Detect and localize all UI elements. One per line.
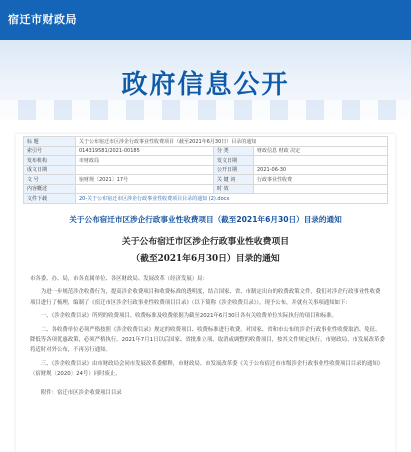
meta-row (24, 146, 388, 156)
meta-label: 成文日期 (24, 165, 76, 175)
meta-label: 标 题 (24, 137, 76, 147)
article-heading: 关于公布宿迁市区涉企行政事业性收费项目（截至2021年6月30日）目录的通知 (69, 215, 342, 224)
meta-label: 关 键 词 (214, 175, 254, 185)
meta-label: 文件下载 (24, 194, 76, 204)
meta-value-issue-date (254, 156, 388, 166)
download-link[interactable]: 20-关于公布宿迁市区涉企行政事业性收费项目目录的通知 (2).docx (76, 194, 388, 204)
meta-value-category: 财政信息 财政 决定 (254, 146, 388, 156)
paragraph: 三、《涉企收费目录》由市财政局会同市发展改革委解释，市财政局、市发展改革委《关于公布宿迁市市级涉企行政事业性收费项目目录的通知》（宿财规〔2020〕24号）同时废止。 (30, 360, 384, 378)
meta-label: 分 类 (214, 146, 254, 156)
meta-label: 内容概述 (24, 184, 76, 194)
meta-value-summary (76, 184, 214, 194)
meta-value-doc-number: 宿财规〔2021〕17号 (76, 175, 214, 185)
meta-row-download (24, 194, 388, 204)
meta-label: 时 效 (214, 184, 254, 194)
site-title[interactable]: 宿迁市财政局 (8, 13, 77, 26)
paragraph: 二、各收费单位必须严格按照《涉企收费目录》规定的收费项目、收费标准进行收费，对国家、省和市公布的涉企行政事业性收费取消、免征、降低等各项优惠政策，必须严格执行。2021年7月1日以后国家、省批准立项、取消或调整的收费项目，按其文件规定执行。市财政局、市发展改革委将适时对外公布，不再另行通知。 (30, 326, 385, 354)
meta-label: 公开日期 (214, 165, 254, 175)
banner-decoration (0, 100, 411, 120)
banner-title: 政府信息公开 (121, 70, 290, 100)
meta-label: 文 号 (24, 175, 76, 185)
meta-label: 索引号 (24, 146, 76, 156)
meta-row (24, 184, 388, 194)
document-title-line1: 关于公布宿迁市区涉企行政事业性收费项目 (121, 237, 290, 247)
article-body (30, 274, 385, 401)
document-title-line2: （截至2021年6月30日）目录的通知 (131, 254, 280, 264)
meta-value-written-date (76, 165, 214, 175)
meta-row (24, 165, 388, 175)
meta-value-publisher: 市财政局 (76, 156, 214, 166)
meta-value-title: 关于公布宿迁市区涉企行政事业性收费项目（截至2021年6月30日）目录的通知 (76, 137, 388, 147)
addressee: 市各委、办、局，市各直属单位、各区财政局、发展改革（经济发展）局： (30, 276, 208, 282)
metadata-table (23, 136, 388, 204)
meta-row-title (24, 137, 388, 147)
meta-value-validity (254, 184, 388, 194)
paragraph: 为进一步规范涉企收费行为，提高涉企收费项目和收费标准的透明度，结合国家、省、市制定出台的收费政策文件，我们对涉企行政事业性收费项目进行了梳理，编制了《宿迁市区涉企行政事业性收费项目目录》（以下简称《涉企收费目录》），现予公布，并就有关事项通知如下： (30, 289, 381, 306)
attachment-note: 附件：宿迁市区涉企收费项目目录 (40, 389, 122, 396)
meta-row (24, 156, 388, 166)
meta-label: 发文日期 (214, 156, 254, 166)
meta-value-public-date: 2021-06-30 (254, 165, 388, 175)
top-header-bar (0, 0, 411, 40)
meta-row (24, 175, 388, 185)
meta-value-index: 014319581/2021-00185 (76, 146, 214, 156)
paragraph: 一、《涉企收费目录》所列的收费项目、收费标准及收费依据为截至2021年6月30日各有关收费单位实际执行的项目和标准。 (40, 313, 338, 320)
banner (0, 40, 411, 120)
meta-value-keywords: 行政事业性收费 (254, 175, 388, 185)
meta-label: 发布机构 (24, 156, 76, 166)
